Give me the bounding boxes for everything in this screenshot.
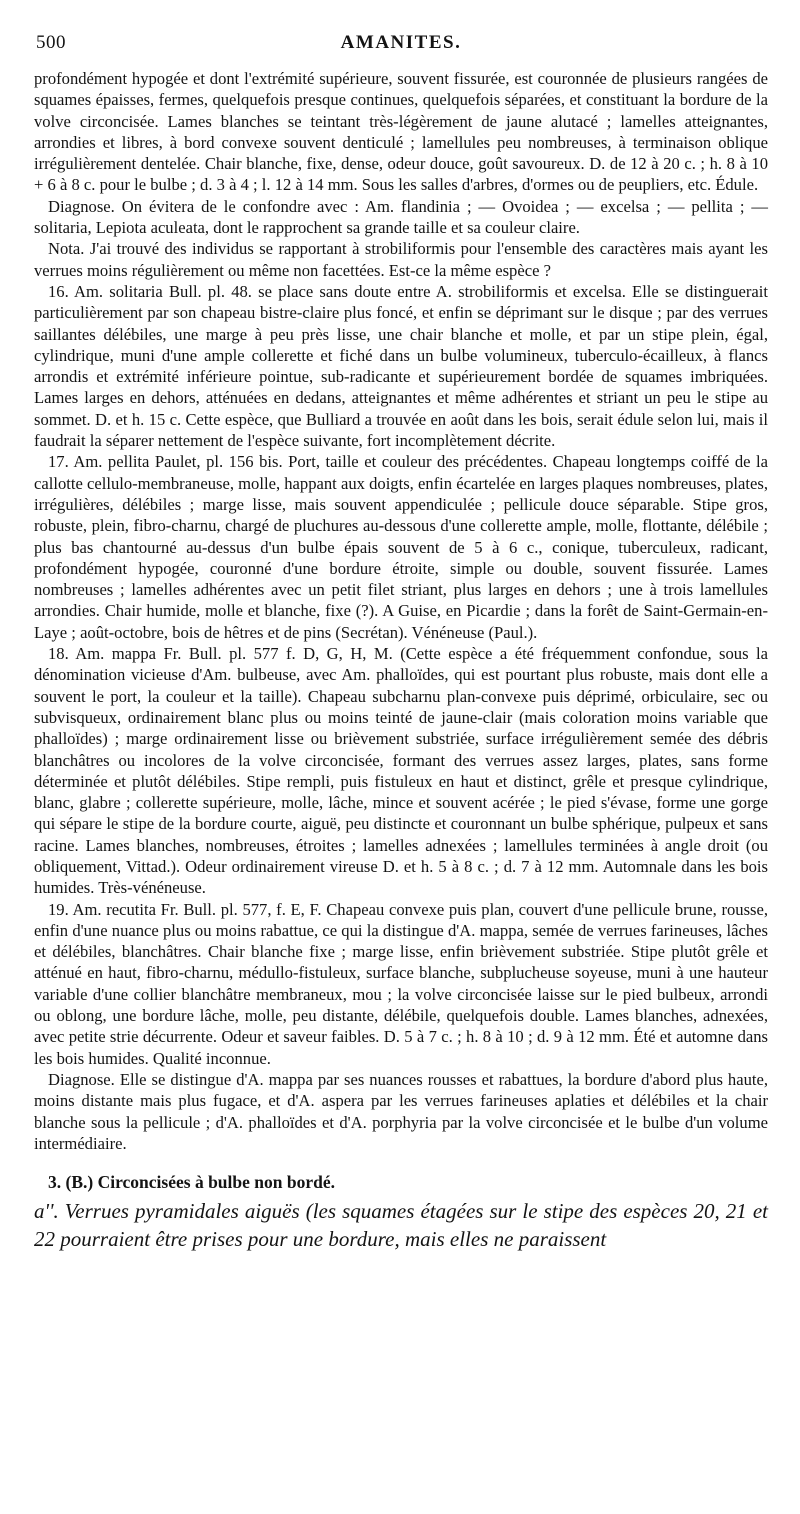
paragraph-diagnose-1: Diagnose. On évitera de le confondre avec : Am. flandinia ; — Ovoidea ; — excelsa ; — pellita ; — solitaria, Lepiota aculeata, dont le rapprochent sa grande taille et sa couleur claire. <box>34 196 768 238</box>
section-title: Circoncisées à bulbe non bordé. <box>97 1172 335 1193</box>
paragraph-species-16: 16. Am. solitaria Bull. pl. 48. se place sans doute entre A. strobiliformis et excelsa. Elle se distinguerait particulièrement par son chapeau bistre-claire plus foncé, et enfin se déprimant sur le disque ; par des verrues saillantes délébiles, une marge à peu près lisse, une chair blanche et molle, et par un stipe plein, égal, cylindrique, muni d'une ample collerette et fiché dans un bulbe volumineux, tuberculo-écailleux, à flancs arrondis et extrémité inférieure pointue, sub-radicante et supérieurement bordée de squames imbriquées. Lames larges en dehors, atténuées en dedans, atteignantes et même adhérentes et striant un peu le stipe au sommet. D. et h. 15 c. Cette espèce, que Bulliard a trouvée en août dans les bois, serait édule selon lui, mais il faudrait la séparer nettement de l'espèce suivante, fort incomplètement décrite. <box>34 281 768 451</box>
paragraph-species-17: 17. Am. pellita Paulet, pl. 156 bis. Port, taille et couleur des précédentes. Chapeau longtemps coiffé de la callotte cellulo-membraneuse, molle, happant aux doigts, enfin écartelée en larges plaques nombreuses, plates, irrégulières, délébiles ; marge lisse, mais souvent appendiculée ; pellicule douce séparable. Stipe gros, robuste, plein, fibro-charnu, chargé de pluchures au-dessous d'une collerette ample, molle, flottante, délébile ; plus bas chantourné au-dessus d'un bulbe épais souvent de 5 à 6 c., conique, tuberculeux, radicant, profondément hypogée, couronné d'une bordure étroite, simple ou double, souvent fissurée. Lames nombreuses ; lamelles adhérentes avec un petit filet striant, plus larges en dehors ; une à trois lamellules arrondies. Chair humide, molle et blanche, fixe (?). A Guise, en Picardie ; dans la forêt de Saint-Germain-en-Laye ; août-octobre, bois de hêtres et de pins (Secrétan). Vénéneuse (Paul.). <box>34 452 768 642</box>
page-number: 500 <box>36 32 66 53</box>
paragraph-species-19: 19. Am. recutita Fr. Bull. pl. 577, f. E, F. Chapeau convexe puis plan, couvert d'une pellicule brune, rousse, enfin d'une nuance plus ou moins rabattue, ce qui la distingue d'A. mappa, semée de verrues farineuses, lâches et délébiles, blanchâtres. Chair blanche fixe ; marge lisse, enfin brièvement substriée. Stipe plutôt grêle et atténué en haut, fibro-charnu, médullo-fistuleux, surface blanche, subpluchеuse soyeuse, muni à une hauteur variable d'une collier blanchâtre membraneux, mou ; la volve circoncisée laisse sur le pied bulbeux, arrondi ou oblong, une bordure lâche, molle, peu distante, délébile, quelquefois double. Lames blanches, adnexées, avec petite strie décurrente. Odeur et saveur faibles. D. 5 à 7 c. ; h. 8 à 10 ; d. 9 à 12 mm. Été et automne dans les bois humides. Qualité inconnue. <box>34 899 768 1068</box>
paragraph-species-18: 18. Am. mappa Fr. Bull. pl. 577 f. D, G, H, M. (Cette espèce a été fréquemment confondue, sous la dénomination vicieuse d'Am. bulbeuse, avec Am. phalloïdes, qui est pourtant plus robuste, mais dont elle a souvent le port, la couleur et la taille). Chapeau subcharnu plan-convexe puis déprimé, orbiculaire, sec ou subvisqueux, ordinairement blanc plus ou moins teinté de jaune-clair (mais coloration moins variable que phalloïdes) ; marge ordinairement lisse ou brièvement substriée, surface irrégulièrement semée des débris blanchâtres ou incolores de la volve circoncisée, formant des verrues assez larges, plates, sans forme déterminée et plutôt délébiles. Stipe rempli, puis fistuleux en haut et distinct, grêle et presque cylindrique, blanc, glabre ; collerette supérieure, molle, lâche, mince et souvent acérée ; le pied s'évase, forme une gorge qui sépare le stipe de la bordure courte, aiguë, peu distincte et couronnant un bulbe sphérique, pulpeux et sans racine. Lames blanches, nombreuses, étroites ; lamelles adnexées ; lamellules terminées à angle droit (ou obliquement, Vittad.). Odeur ordinairement vireuse D. et h. 5 à 8 c. ; d. 7 à 12 mm. Automnale dans les bois humides. Très-vénéneuse. <box>34 644 768 898</box>
page-header <box>34 26 768 52</box>
paragraph-continuation: profondément hypogée et dont l'extrémité supérieure, souvent fissurée, est couronnée de plusieurs rangées de squames épaisses, fermes, quelquefois presque continues, quelquefois séparées, et constituant la bordure de la volve circoncisée. Lames blanches se teintant très-légèrement de jaune alutacé ; lamelles atteignantes, arrondies et libres, à bord convexe souvent denticulé ; lamellules peu nombreuses, à terminaison oblique irrégulièrement dentelée. Chair blanche, fixe, dense, odeur douce, goût savoureux. D. de 12 à 20 c. ; h. 8 à 10 + 6 à 8 c. pour le bulbe ; d. 3 à 4 ; l. 12 à 14 mm. Sous les salles d'arbres, d'ormes ou de peupliers, etc. Édule. <box>34 69 768 195</box>
paragraph-diagnose-2: Diagnose. Elle se distingue d'A. mappa par ses nuances rousses et rabattues, la bordure d'abord plus haute, moins distante mais plus fugace, et d'A. aspera par les verrues farineuses aplaties et délébiles et la chair blanche sous la pellicule ; d'A. phalloïdes et d'A. porphyria par la volve circoncisée et le bulbe d'un volume intermédiaire. <box>34 1069 768 1153</box>
document-page <box>34 26 768 1274</box>
paragraph-nota: Nota. J'ai trouvé des individus se rapportant à strobiliformis pour l'ensemble des caractères mais ayant les verrues moins régulièrement ou même non facettées. Est-ce la même espèce ? <box>34 239 768 280</box>
section-number: 3. (B.) <box>48 1172 94 1193</box>
running-head: AMANITES. <box>340 32 462 53</box>
subsection-heading: a''. Verrues pyramidales aiguës (les squames étagées sur le stipe des espèces 20, 21 et 22 pourraient être prises pour une bordure, mais elles ne paraissent <box>34 1199 768 1252</box>
section-heading <box>34 1172 768 1193</box>
body-text <box>34 68 768 1154</box>
